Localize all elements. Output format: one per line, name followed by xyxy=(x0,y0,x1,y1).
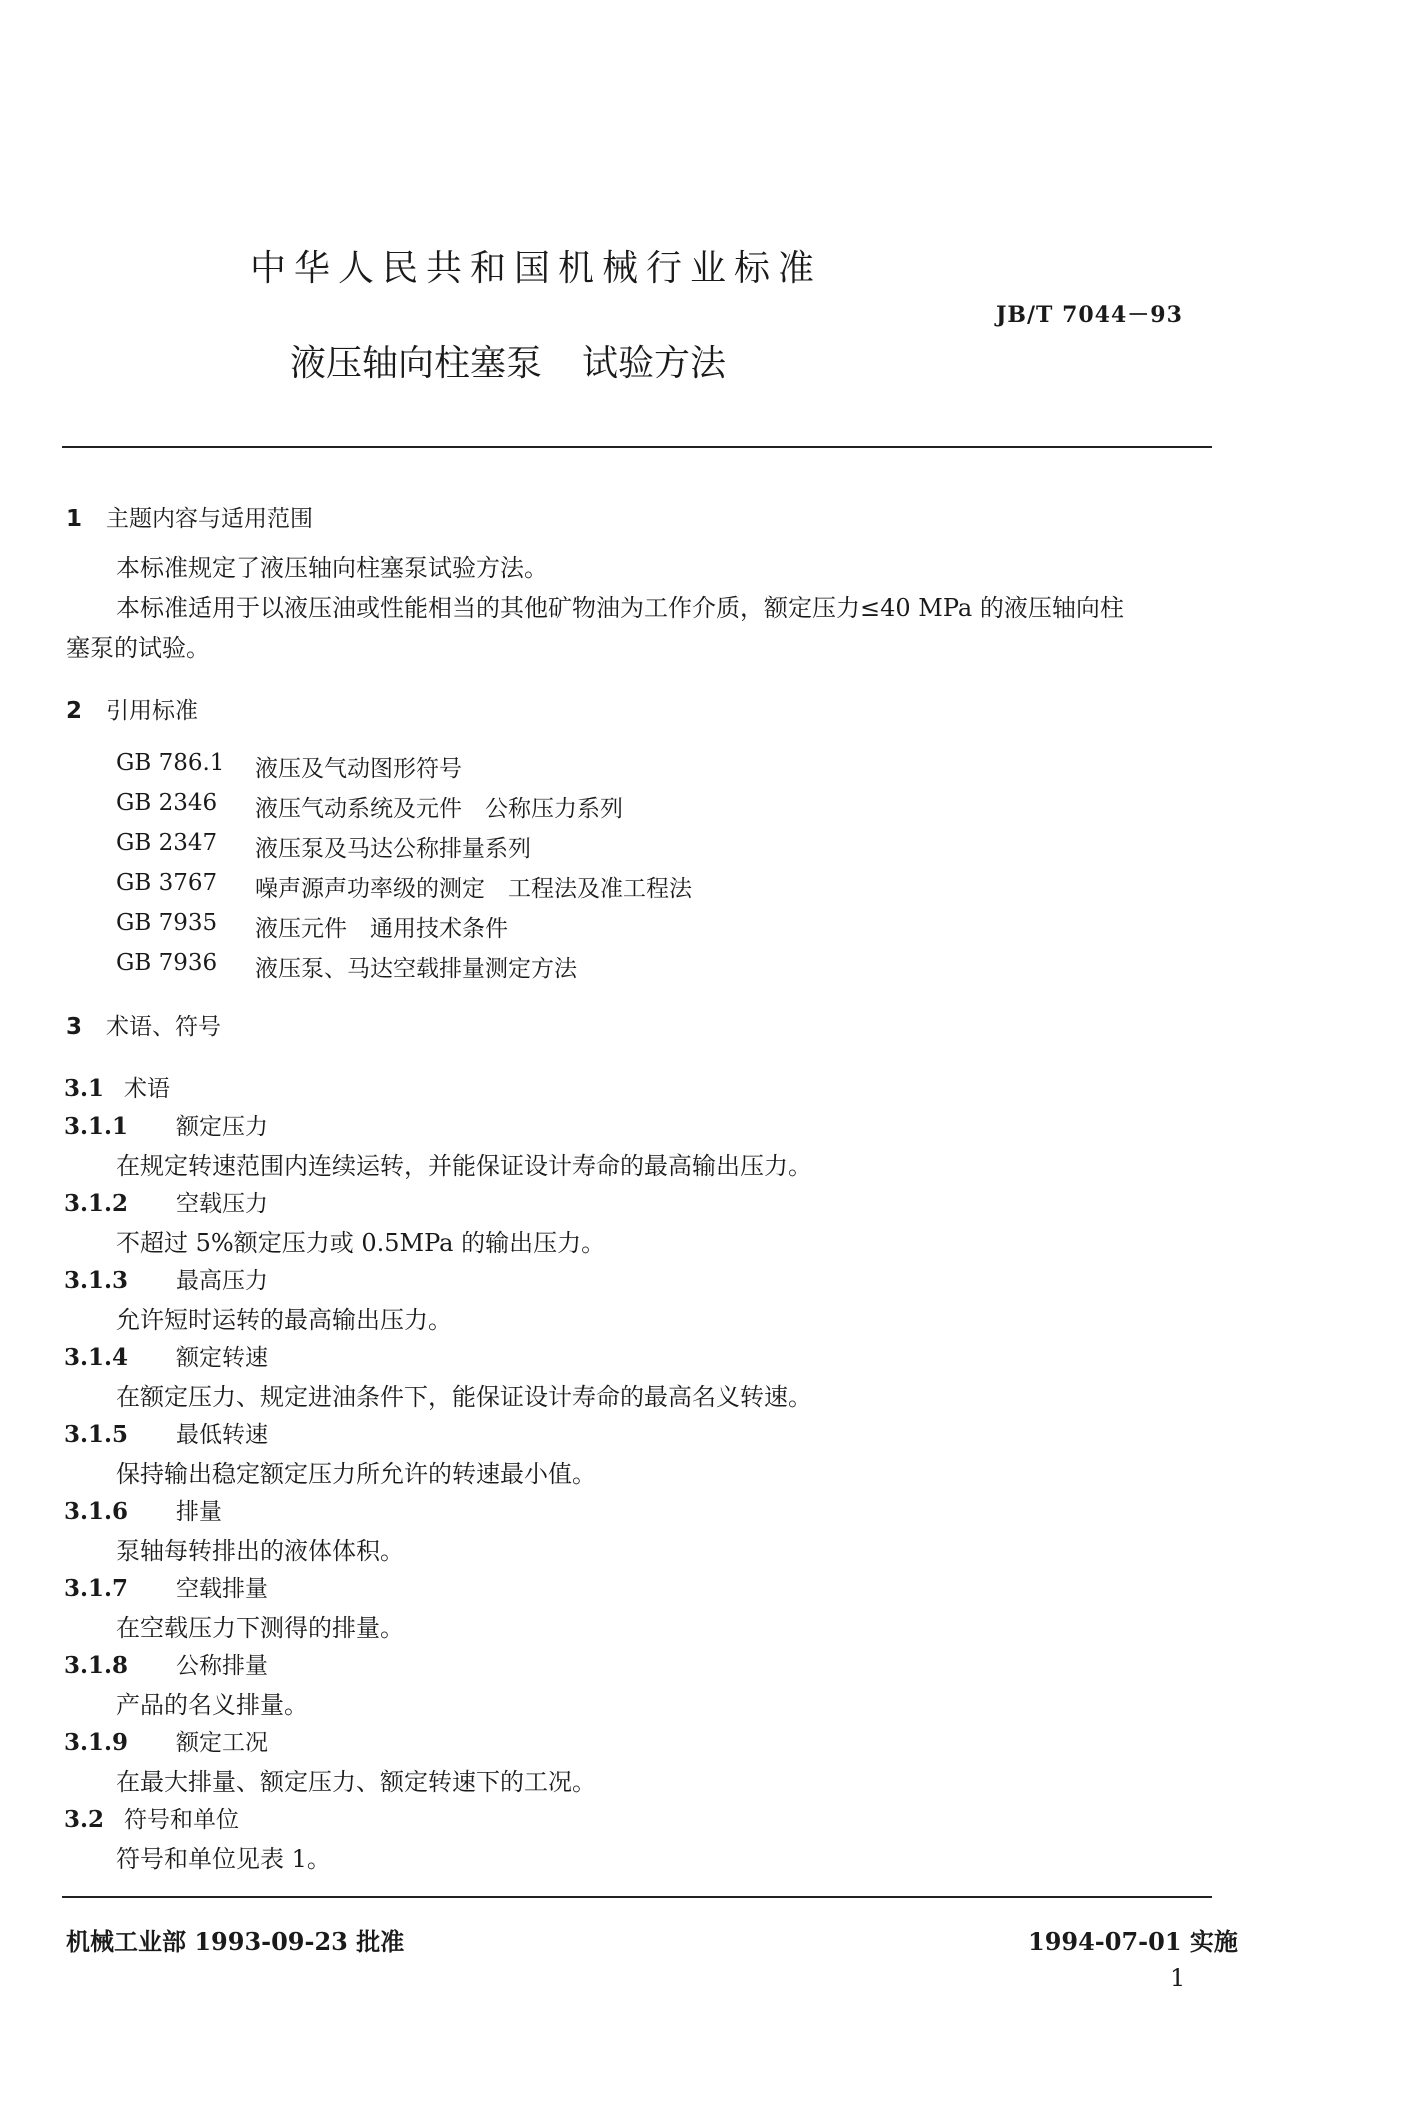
paragraph-continuation: 塞泵的试验。 xyxy=(66,634,210,662)
term-number: 3.1.9 xyxy=(64,1729,129,1756)
term-heading xyxy=(64,1724,268,1757)
subsection-title: 术语 xyxy=(124,1076,170,1102)
term-heading xyxy=(64,1416,268,1449)
standard-organization: 中华人民共和国机械行业标准 xyxy=(250,248,823,289)
term-definition: 泵轴每转排出的液体体积。 xyxy=(116,1537,404,1565)
term-definition: 允许短时运转的最高输出压力。 xyxy=(116,1306,452,1334)
term-heading xyxy=(64,1339,268,1372)
term-name: 最高压力 xyxy=(176,1268,268,1294)
term-number: 3.1.5 xyxy=(64,1421,129,1448)
section-number: 2 xyxy=(66,698,83,724)
term-heading xyxy=(64,1570,268,1603)
term-heading xyxy=(64,1647,268,1680)
effective-date: 1994-07-01 实施 xyxy=(1028,1927,1238,1956)
subsection-title: 符号和单位 xyxy=(124,1807,239,1833)
term-definition: 不超过 5%额定压力或 0.5MPa 的输出压力。 xyxy=(116,1229,606,1257)
reference-title: 噪声源声功率级的测定 工程法及准工程法 xyxy=(255,876,692,902)
reference-code: GB 786.1 xyxy=(116,750,225,776)
term-definition: 在规定转速范围内连续运转，并能保证设计寿命的最高输出压力。 xyxy=(116,1152,812,1180)
section-number: 3 xyxy=(66,1014,83,1040)
footer-rule xyxy=(62,1896,1212,1898)
reference-code: GB 7935 xyxy=(116,910,218,936)
term-heading xyxy=(64,1185,268,1218)
term-heading xyxy=(64,1493,222,1526)
term-heading xyxy=(64,1262,268,1295)
title-part2: 试验方法 xyxy=(582,343,727,384)
reference-code: GB 2347 xyxy=(116,830,218,856)
reference-code: GB 7936 xyxy=(116,950,218,976)
term-number: 3.1.4 xyxy=(64,1344,129,1371)
reference-code: GB 3767 xyxy=(116,870,218,896)
reference-title: 液压泵、马达空载排量测定方法 xyxy=(255,956,577,982)
title-part1: 液压轴向柱塞泵 xyxy=(290,343,543,384)
subsection-3-2 xyxy=(64,1801,239,1834)
term-name: 额定转速 xyxy=(176,1345,268,1371)
standard-code: JB/T 7044－93 xyxy=(996,302,1183,328)
term-name: 公称排量 xyxy=(176,1653,268,1679)
term-name: 空载排量 xyxy=(176,1576,268,1602)
paragraph: 本标准适用于以液压油或性能相当的其他矿物油为工作介质，额定压力≤40 MPa 的液压轴向柱 xyxy=(116,594,1124,622)
section-number: 1 xyxy=(66,506,83,532)
reference-title: 液压泵及马达公称排量系列 xyxy=(255,836,531,862)
reference-title: 液压气动系统及元件 公称压力系列 xyxy=(255,796,623,822)
term-number: 3.1.1 xyxy=(64,1113,129,1140)
subsection-3-1 xyxy=(64,1070,170,1103)
term-name: 空载压力 xyxy=(176,1191,268,1217)
paragraph: 本标准规定了液压轴向柱塞泵试验方法。 xyxy=(116,554,548,582)
reference-title: 液压及气动图形符号 xyxy=(255,756,462,782)
page-number: 1 xyxy=(1170,1964,1186,1992)
section-title: 主题内容与适用范围 xyxy=(106,506,313,532)
section-title: 术语、符号 xyxy=(106,1014,221,1040)
reference-title: 液压元件 通用技术条件 xyxy=(255,916,508,942)
reference-code: GB 2346 xyxy=(116,790,218,816)
subsection-number: 3.2 xyxy=(64,1806,105,1833)
term-name: 最低转速 xyxy=(176,1422,268,1448)
term-definition: 在最大排量、额定压力、额定转速下的工况。 xyxy=(116,1768,596,1796)
term-number: 3.1.7 xyxy=(64,1575,129,1602)
term-name: 额定压力 xyxy=(176,1114,268,1140)
term-name: 额定工况 xyxy=(176,1730,268,1756)
section-2-heading xyxy=(66,692,198,725)
term-definition: 在额定压力、规定进油条件下，能保证设计寿命的最高名义转速。 xyxy=(116,1383,812,1411)
term-definition: 在空载压力下测得的排量。 xyxy=(116,1614,404,1642)
term-definition: 产品的名义排量。 xyxy=(116,1691,308,1719)
term-number: 3.1.6 xyxy=(64,1498,129,1525)
section-1-heading xyxy=(66,500,313,533)
section-3-heading xyxy=(66,1008,221,1041)
term-definition: 保持输出稳定额定压力所允许的转速最小值。 xyxy=(116,1460,596,1488)
paragraph: 符号和单位见表 1。 xyxy=(116,1845,331,1873)
term-name: 排量 xyxy=(176,1499,222,1525)
term-heading xyxy=(64,1108,268,1141)
term-number: 3.1.2 xyxy=(64,1190,129,1217)
header-rule xyxy=(62,446,1212,448)
approval-note: 机械工业部 1993-09-23 批准 xyxy=(66,1927,405,1956)
subsection-number: 3.1 xyxy=(64,1075,105,1102)
section-title: 引用标准 xyxy=(106,698,198,724)
term-number: 3.1.3 xyxy=(64,1267,129,1294)
term-number: 3.1.8 xyxy=(64,1652,129,1679)
document-title xyxy=(290,335,726,386)
